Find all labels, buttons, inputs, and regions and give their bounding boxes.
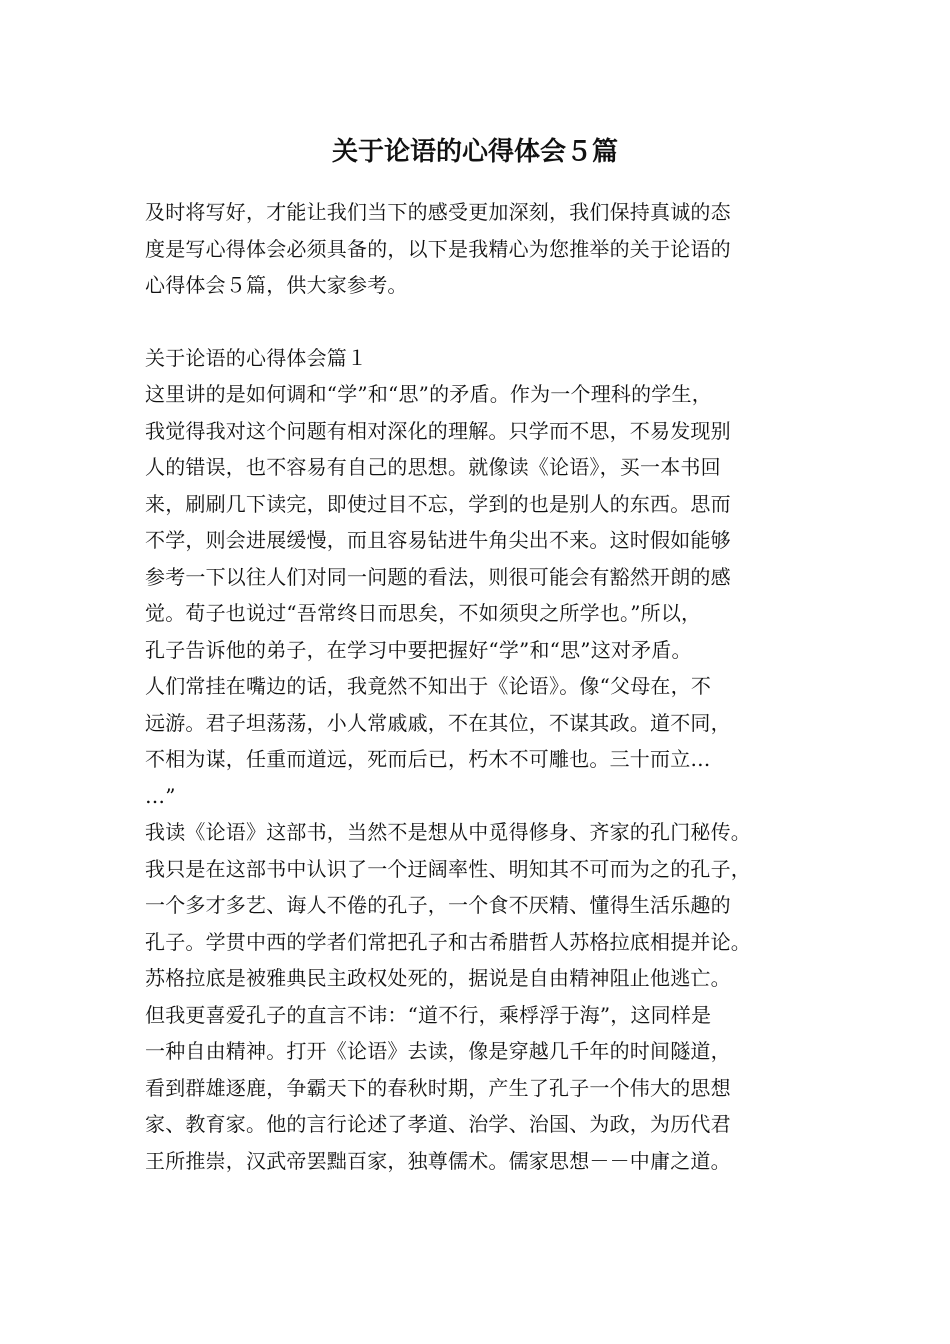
intro-line: 及时将写好，才能让我们当下的感受更加深刻，我们保持真诚的态 — [145, 200, 731, 224]
document-body — [145, 194, 835, 1179]
paragraph-gap — [145, 304, 835, 340]
body-line: 苏格拉底是被雅典民主政权处死的，据说是自由精神阻止他逃亡。 — [145, 966, 731, 990]
intro-line: 度是写心得体会必须具备的，以下是我精心为您推举的关于论语的 — [145, 236, 731, 261]
body-line: 不学，则会进展缓慢，而且容易钻进牛角尖出不来。这时假如能够 — [145, 528, 731, 552]
body-line: 来，刷刷几下读完，即使过目不忘，学到的也是别人的东西。思而 — [145, 491, 731, 516]
body-line: 看到群雄逐鹿，争霸天下的春秋时期，产生了孔子一个伟大的思想 — [145, 1075, 731, 1100]
body-line: 一个多才多艺、诲人不倦的孔子，一个食不厌精、懂得生活乐趣的 — [145, 893, 731, 917]
body-paragraph — [145, 376, 835, 1179]
body-line: 人的错误，也不容易有自己的思想。就像读《论语》，买一本书回 — [145, 455, 721, 479]
body-line: 我读《论语》这部书，当然不是想从中觅得修身、齐家的孔门秘传。 — [145, 820, 751, 844]
document-title: 关于论语的心得体会５篇 — [331, 137, 618, 167]
body-line: 孔子。学贯中西的学者们常把孔子和古希腊哲人苏格拉底相提并论。 — [145, 929, 751, 954]
body-line: 我觉得我对这个问题有相对深化的理解。只学而不思，不易发现别 — [145, 418, 731, 443]
body-line: 觉。荀子也说过“吾常终日而思矣，不如须臾之所学也。”所以， — [145, 601, 702, 625]
body-line: 孔子告诉他的弟子，在学习中要把握好“学”和“思”这对矛盾。 — [145, 637, 692, 662]
intro-paragraph — [145, 194, 835, 304]
body-line: 王所推崇，汉武帝罢黜百家，独尊儒术。儒家思想－－中庸之道。 — [145, 1148, 731, 1173]
body-line: 这里讲的是如何调和“学”和“思”的矛盾。作为一个理科的学生， — [145, 382, 712, 406]
body-line: 人们常挂在嘴边的话，我竟然不知出于《论语》。像“父母在，不 — [145, 674, 712, 698]
body-line: …” — [145, 783, 176, 808]
body-line: 但我更喜爱孔子的直言不讳：“道不行，乘桴浮于海”，这同样是 — [145, 1002, 712, 1027]
body-line: 我只是在这部书中认识了一个迂阔率性、明知其不可而为之的孔子， — [145, 856, 751, 881]
body-line: 不相为谋，任重而道远，死而后已，朽木不可雕也。三十而立… — [145, 747, 711, 771]
body-line: 家、教育家。他的言行论述了孝道、治学、治国、为政，为历代君 — [145, 1112, 731, 1136]
section-heading: 关于论语的心得体会篇１ — [145, 345, 368, 370]
body-line: 远游。君子坦荡荡，小人常戚戚，不在其位，不谋其政。道不同， — [145, 710, 731, 735]
body-line: 一种自由精神。打开《论语》去读，像是穿越几千年的时间隧道， — [145, 1039, 731, 1063]
body-line: 参考一下以往人们对同一问题的看法，则很可能会有豁然开朗的感 — [145, 564, 731, 589]
intro-line: 心得体会５篇，供大家参考。 — [145, 273, 408, 297]
